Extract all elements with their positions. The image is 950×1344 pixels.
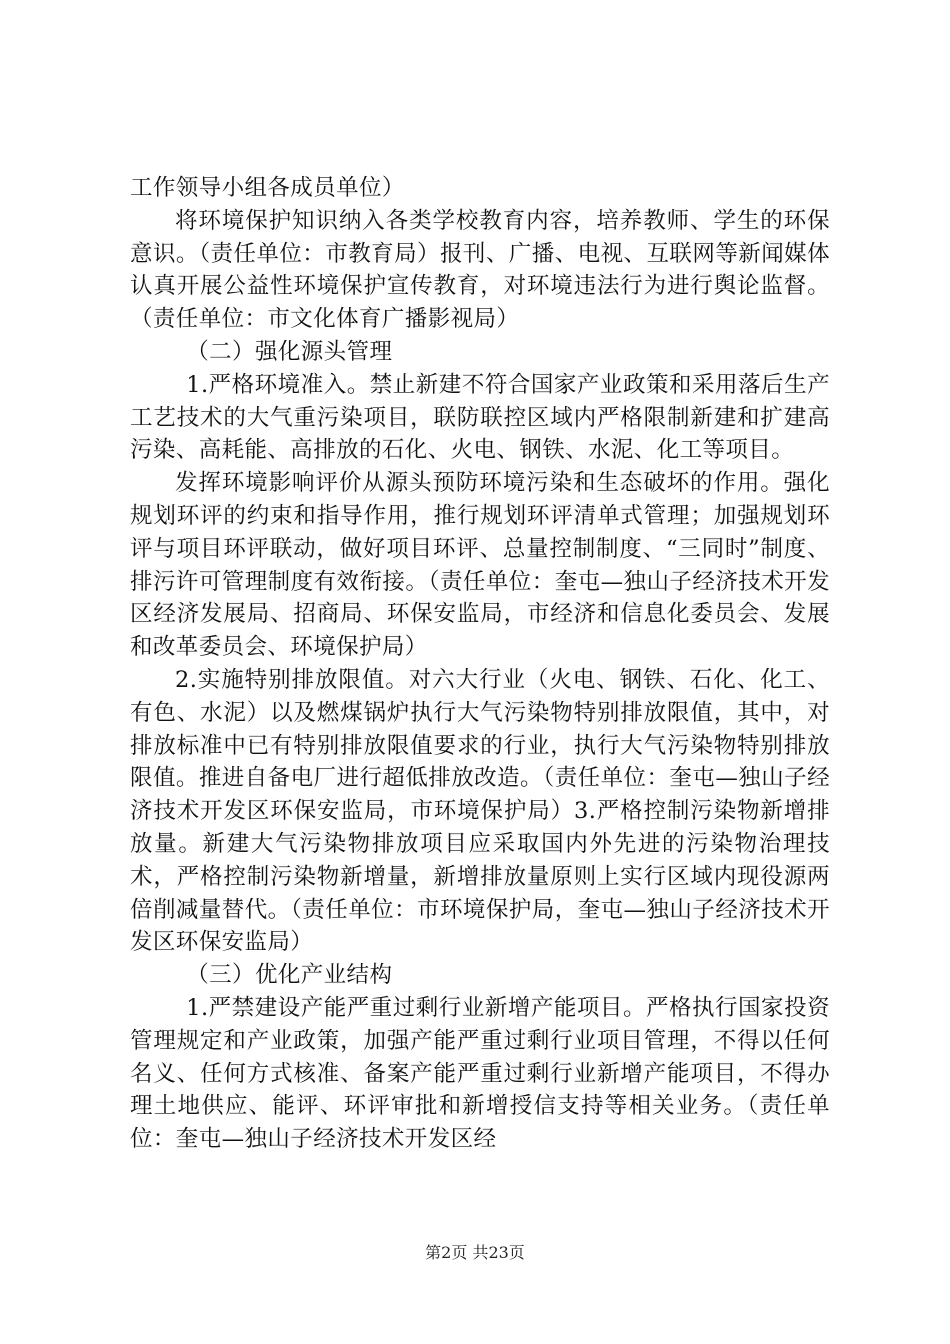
section-heading-source-management: （二）强化源头管理 [186, 338, 393, 365]
paragraph-environmental-assessment: 发挥环境影响评价从源头预防环境污染和生态破坏的作用。强化规划环评的约束和指导作用，推行规划环评清单式管理；加强规划环评与项目环评联动，做好项目环评、总量控制制度、“三同时”制度、排污许可管理制度有效衔接。（责任单位：奎屯—独山子经济技术开发区经济发展局、招商局、环保安监局，市经济和信息化委员会、发展和改革委员会、环境保护局） [130, 470, 830, 661]
paragraph-emission-limits: 2.实施特别排放限值。对六大行业（火电、钢铁、石化、化工、有色、水泥）以及燃煤锅炉执行大气污染物特别排放限值，其中，对排放标准中已有特别排放限值要求的行业，执行大气污染物特别排放限值。推进自备电厂进行超低排放改造。（责任单位：奎屯—独山子经济技术开发区环保安监局，市环境保护局）3.严格控制污染物新增排放量。新建大气污染物排放项目应采取国内外先进的污染物治理技术，严格控制污染物新增量，新增排放量原则上实行区域内现役源两倍削减量替代。（责任单位：市环境保护局，奎屯—独山子经济技术开发区环保安监局） [130, 666, 830, 956]
document-body [130, 172, 830, 1156]
section-heading-industry-structure: （三）优化产业结构 [186, 962, 393, 989]
paragraph-education: 将环境保护知识纳入各类学校教育内容，培养教师、学生的环保意识。（责任单位：市教育局）报刊、广播、电视、互联网等新闻媒体认真开展公益性环境保护宣传教育，对环境违法行为进行舆论监督。（责任单位：市文化体育广播影视局） [130, 207, 830, 333]
paragraph-environmental-access: 1.严格环境准入。禁止新建不符合国家产业政策和采用落后生产工艺技术的大气重污染项目，联防联控区域内严格限制新建和扩建高污染、高耗能、高排放的石化、火电、钢铁、水泥、化工等项目。 [130, 371, 830, 464]
page-footer: 第2页 共23页 [425, 1243, 525, 1262]
paragraph-overcapacity: 1.严禁建设产能严重过剩行业新增产能项目。严格执行国家投资管理规定和产业政策，加强产能严重过剩行业项目管理，不得以任何名义、任何方式核准、备案产能严重过剩行业新增产能项目，不得办理土地供应、能评、环评审批和新增授信支持等相关业务。（责任单位：奎屯—独山子经济技术开发区经 [130, 994, 830, 1153]
paragraph-continuation: 工作领导小组各成员单位） [130, 175, 405, 201]
